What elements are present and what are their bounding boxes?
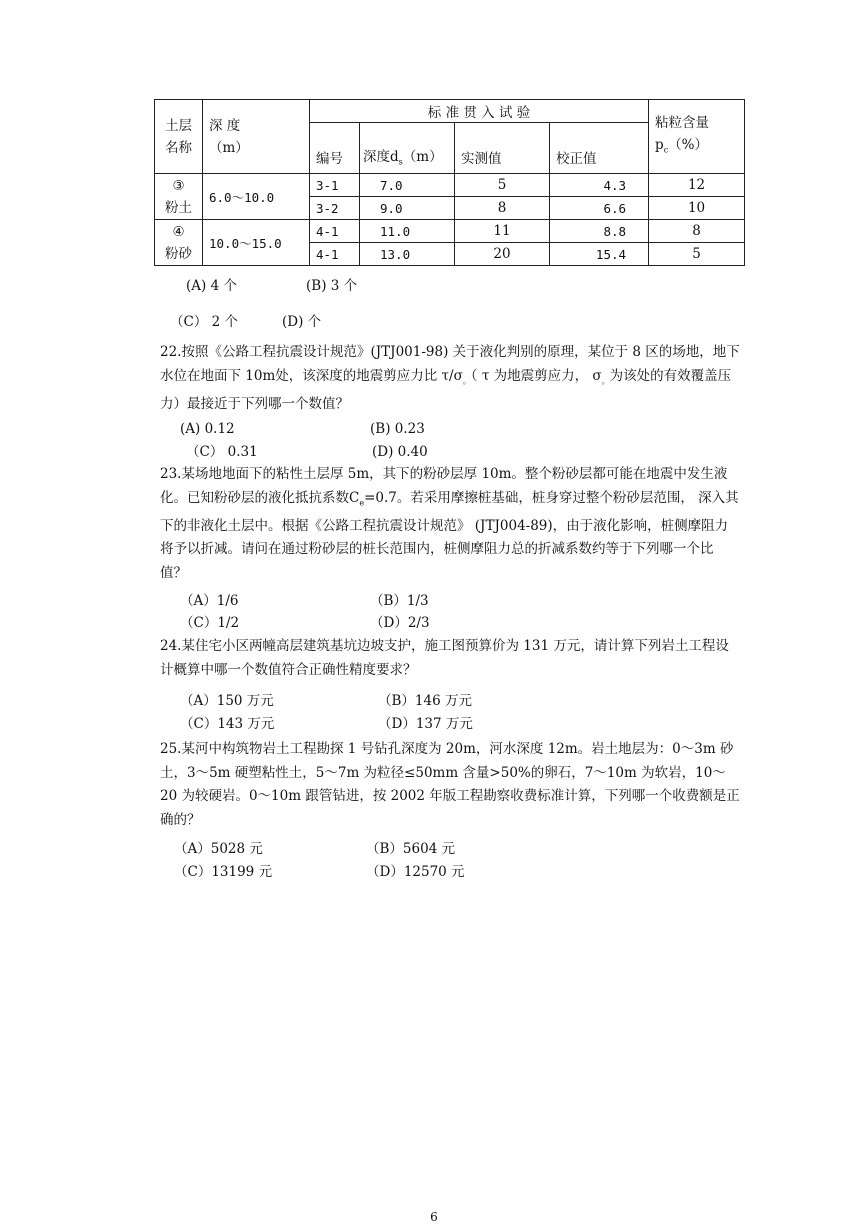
header-col-measured: 实测值 xyxy=(455,123,550,174)
header-col-depth-label: 深度d xyxy=(363,149,399,166)
table-row xyxy=(155,220,745,243)
header-clay-content xyxy=(649,100,745,174)
q23-text-2: =0.7。若采用摩擦桩基础，桩身穿过整个粉砂层范围， 深入其下的非液化土层中。根据《公路工程抗震设计规范》 (JTJ004-89)，由于液化影响，桩侧摩阻力将予以折减。请问在通过粉砂层的桩长范围内，桩侧摩阻力总的折减系数约等于下列哪一个比值？ xyxy=(160,489,739,581)
header-col-no: 编号 xyxy=(310,123,360,174)
q22-option-b: (B) 0.23 xyxy=(370,421,425,437)
cell-corrected: 15.4 xyxy=(550,243,649,266)
q25-option-b: （B）5604 元 xyxy=(366,841,456,857)
header-clay-symbol: p xyxy=(655,136,664,153)
page-number: 6 xyxy=(430,1210,438,1224)
cell-measured: 8 xyxy=(455,197,550,220)
cell-corrected: 6.6 xyxy=(550,197,649,220)
q22-text-3: 为该处的有效覆盖压力）最接近于下列哪一个数值？ xyxy=(160,367,732,412)
q23-option-b: （B）1/3 xyxy=(370,593,429,609)
cell-no: 3-1 xyxy=(310,174,360,197)
header-clay-label: 粘粒含量 xyxy=(655,114,710,131)
cell-corrected: 4.3 xyxy=(550,174,649,197)
q22-sub-2: 。 xyxy=(601,376,610,386)
cell-measured: 11 xyxy=(455,220,550,243)
cell-depth: 11.0 xyxy=(360,220,455,243)
q22-sub: 。 xyxy=(462,376,471,386)
spt-table xyxy=(154,99,745,266)
header-soil-name: 土层 名称 xyxy=(155,100,203,174)
question-23 xyxy=(160,463,740,585)
soil-cell xyxy=(155,174,203,220)
cell-corrected: 8.8 xyxy=(550,220,649,243)
header-col-corrected: 校正值 xyxy=(550,123,649,174)
q23-option-a: （A）1/6 xyxy=(180,593,239,609)
soil-number: ④ xyxy=(172,223,185,240)
q24-text: 24.某住宅小区两幢高层建筑基坑边坡支护，施工图预算价为 131 万元，请计算下列岩土工程设计概算中哪一个数值符合正确性精度要求？ xyxy=(160,638,729,678)
q25-option-d: （D）12570 元 xyxy=(366,864,465,880)
cell-clay: 8 xyxy=(649,220,745,243)
q23-sub: e xyxy=(359,498,365,508)
q21-option-d: (D) 个 xyxy=(282,314,322,330)
q23-option-d: （D）2/3 xyxy=(370,615,430,631)
q22-option-d: (D) 0.40 xyxy=(372,444,428,460)
soil-number: ③ xyxy=(172,177,185,194)
q22-text: 22.按照《公路工程抗震设计规范》(JTJ001-98) 关于液化判别的原理，某位于 8 区的场地，地下水位在地面下 10m处，该深度的地震剪应力比 τ/σ xyxy=(160,344,740,384)
cell-depth: 13.0 xyxy=(360,243,455,266)
q25-text: 25.某河中构筑物岩土工程勘探 1 号钻孔深度为 20m，河水深度 12m。岩土地层为：0～3m 砂土，3～5m 硬塑粘性土，5～7m 为粒径≤50mm 含量>50%的卵石，7～10m 为软岩，10～20 为较硬岩。0～10m 跟管钻进，按 2002 年版工程勘察收费标准计算，下列哪一个收费额是正确的？ xyxy=(160,741,740,828)
question-22 xyxy=(160,341,740,416)
header-col-depth xyxy=(360,123,455,174)
cell-measured: 5 xyxy=(455,174,550,197)
q22-text-2: （ τ 为地震剪应力， σ xyxy=(470,367,602,384)
q24-option-b: （B）146 万元 xyxy=(378,693,472,709)
table-row xyxy=(155,174,745,197)
q23-option-c: （C）1/2 xyxy=(180,615,240,631)
soil-name: 粉砂 xyxy=(165,245,192,262)
header-col-depth-unit: （m） xyxy=(402,149,443,166)
soil-cell xyxy=(155,220,203,266)
header-spt-group: 标 准 贯 入 试 验 xyxy=(310,100,649,123)
question-24 xyxy=(160,635,740,682)
header-col-depth-sub: s xyxy=(398,158,403,167)
cell-no: 4-1 xyxy=(310,243,360,266)
q24-option-a: （A）150 万元 xyxy=(180,693,274,709)
q24-option-d: （D）137 万元 xyxy=(378,716,473,732)
cell-depth: 9.0 xyxy=(360,197,455,220)
question-25 xyxy=(160,738,740,832)
cell-depth: 7.0 xyxy=(360,174,455,197)
header-depth: 深 度 （m） xyxy=(203,100,310,174)
q21-option-a: (A) 4 个 xyxy=(186,278,237,294)
cell-no: 3-2 xyxy=(310,197,360,220)
depth-range: 10.0～15.0 xyxy=(203,220,310,266)
cell-clay: 12 xyxy=(649,174,745,197)
q25-option-c: （C）13199 元 xyxy=(174,864,273,880)
q21-option-b: (B) 3 个 xyxy=(306,278,358,294)
q23-text: 23.某场地地面下的粘性土层厚 5m，其下的粉砂层厚 10m。整个粉砂层都可能在地震中发生液化。已知粉砂层的液化抵抗系数C xyxy=(160,466,728,506)
header-clay-subscript: c xyxy=(663,145,669,155)
depth-range: 6.0～10.0 xyxy=(203,174,310,220)
soil-name: 粉土 xyxy=(165,199,192,216)
cell-clay: 5 xyxy=(649,243,745,266)
q22-option-c: （C） 0.31 xyxy=(186,444,258,460)
q22-option-a: (A) 0.12 xyxy=(180,421,235,437)
q24-option-c: （C）143 万元 xyxy=(180,716,275,732)
cell-measured: 20 xyxy=(455,243,550,266)
cell-no: 4-1 xyxy=(310,220,360,243)
header-clay-unit: （%） xyxy=(668,136,708,153)
cell-clay: 10 xyxy=(649,197,745,220)
q25-option-a: （A）5028 元 xyxy=(174,841,263,857)
q21-option-c: （C） 2 个 xyxy=(170,314,239,330)
